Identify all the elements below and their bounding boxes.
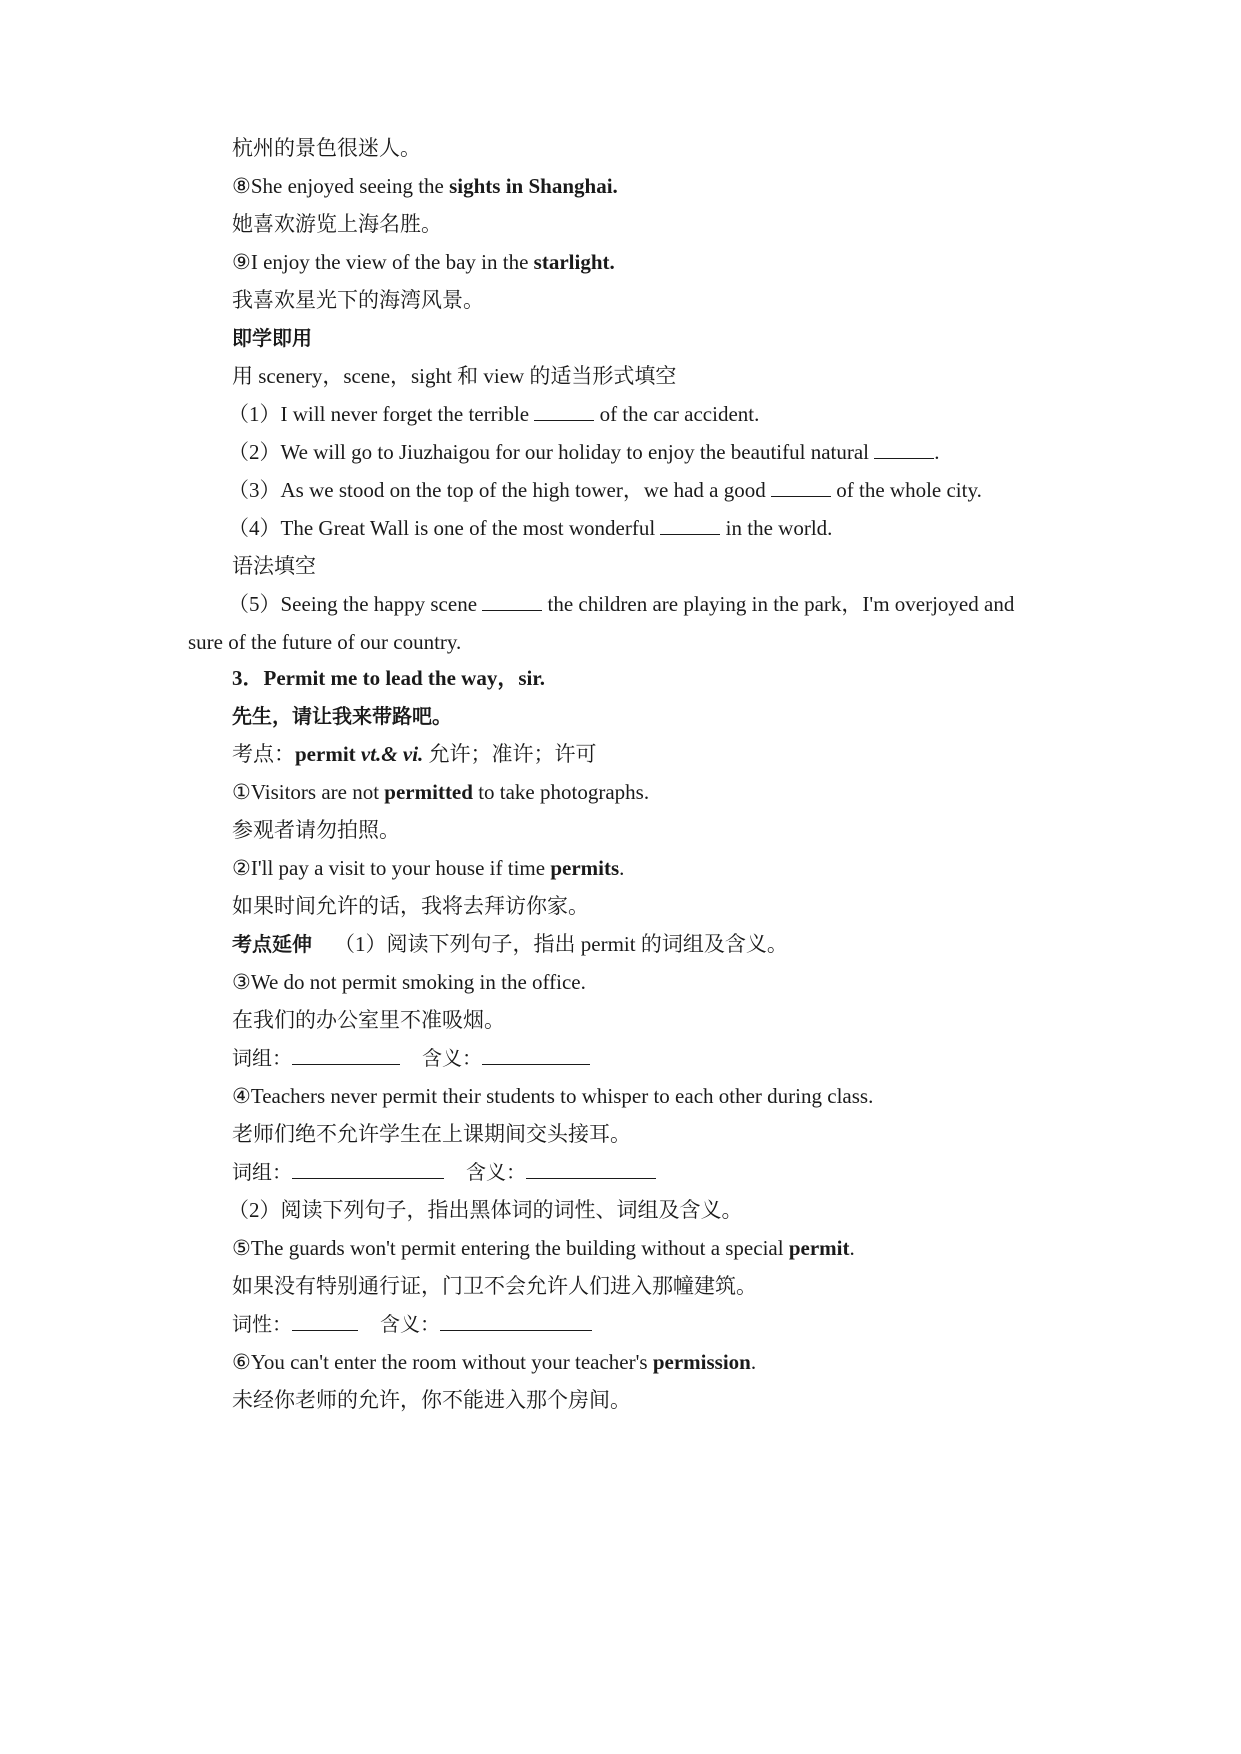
fill-blank[interactable] — [874, 438, 934, 459]
fill-blank[interactable] — [482, 590, 542, 611]
fill-blank[interactable] — [771, 476, 831, 497]
translation-line: 她喜欢游览上海名胜。 — [232, 212, 442, 236]
extension-instruction-2: （2）阅读下列句子，指出黑体词的词性、词组及含义。 — [228, 1198, 743, 1222]
translation-line: 如果时间允许的话，我将去拜访你家。 — [232, 894, 589, 918]
part-of-speech-blank[interactable] — [292, 1310, 358, 1331]
exercise-item-4: （4）The Great Wall is one of the most wonderful in the world. — [228, 516, 833, 540]
translation-line: 杭州的景色很迷人。 — [232, 136, 421, 160]
point-heading: 3．Permit me to lead the way，sir. — [232, 666, 545, 690]
translation-line: 老师们绝不允许学生在上课期间交头接耳。 — [232, 1122, 631, 1146]
example-sentence-6: ⑥You can't enter the room without your teacher's permission. — [232, 1350, 757, 1374]
phrase-blank[interactable] — [292, 1044, 400, 1065]
example-sentence-1: ①Visitors are not permitted to take photographs. — [232, 780, 650, 804]
example-sentence-9: ⑨I enjoy the view of the bay in the starlight. — [232, 250, 615, 274]
meaning-blank[interactable] — [526, 1158, 656, 1179]
exercise-item-1: （1）I will never forget the terrible of the car accident. — [228, 402, 760, 426]
meaning-blank[interactable] — [482, 1044, 590, 1065]
example-sentence-3: ③We do not permit smoking in the office. — [232, 970, 586, 994]
example-sentence-2: ②I'll pay a visit to your house if time permits. — [232, 856, 625, 880]
extension-heading: 考点延伸 （1）阅读下列句子，指出 permit 的词组及含义。 — [232, 932, 788, 956]
exercise-item-3: （3）As we stood on the top of the high tower，we had a good of the whole city. — [228, 478, 982, 502]
example-sentence-4: ④Teachers never permit their students to whisper to each other during class. — [232, 1084, 874, 1108]
translation-line: 参观者请勿拍照。 — [232, 818, 400, 842]
answer-row-3: 词性： 含义： — [232, 1310, 592, 1338]
translation-line: 我喜欢星光下的海湾风景。 — [232, 288, 484, 312]
section-heading: 即学即用 — [232, 326, 312, 350]
exercise-item-2: （2）We will go to Jiuzhaigou for our holiday to enjoy the beautiful natural . — [228, 440, 940, 464]
example-sentence-8: ⑧She enjoyed seeing the sights in Shanghai. — [232, 174, 618, 198]
answer-row-2: 词组： 含义： — [232, 1158, 656, 1186]
translation-line: 如果没有特别通行证，门卫不会允许人们进入那幢建筑。 — [232, 1274, 757, 1298]
exercise-item-5-continuation: sure of the future of our country. — [188, 630, 462, 654]
fill-blank[interactable] — [660, 514, 720, 535]
fill-blank[interactable] — [534, 400, 594, 421]
exercise-item-5: （5）Seeing the happy scene the children are playing in the park，I'm overjoyed and — [228, 592, 1015, 616]
key-point: 考点：permit vt.& vi. 允许；准许；许可 — [232, 742, 597, 766]
example-sentence-5: ⑤The guards won't permit entering the building without a special permit. — [232, 1236, 855, 1260]
translation-line: 未经你老师的允许，你不能进入那个房间。 — [232, 1388, 631, 1412]
meaning-blank[interactable] — [440, 1310, 592, 1331]
section-subheading: 语法填空 — [232, 554, 316, 578]
phrase-blank[interactable] — [292, 1158, 444, 1179]
translation-line: 在我们的办公室里不准吸烟。 — [232, 1008, 505, 1032]
point-heading-translation: 先生，请让我来带路吧。 — [232, 704, 452, 728]
exercise-instruction: 用 scenery，scene，sight 和 view 的适当形式填空 — [232, 364, 677, 388]
answer-row-1: 词组： 含义： — [232, 1044, 590, 1072]
